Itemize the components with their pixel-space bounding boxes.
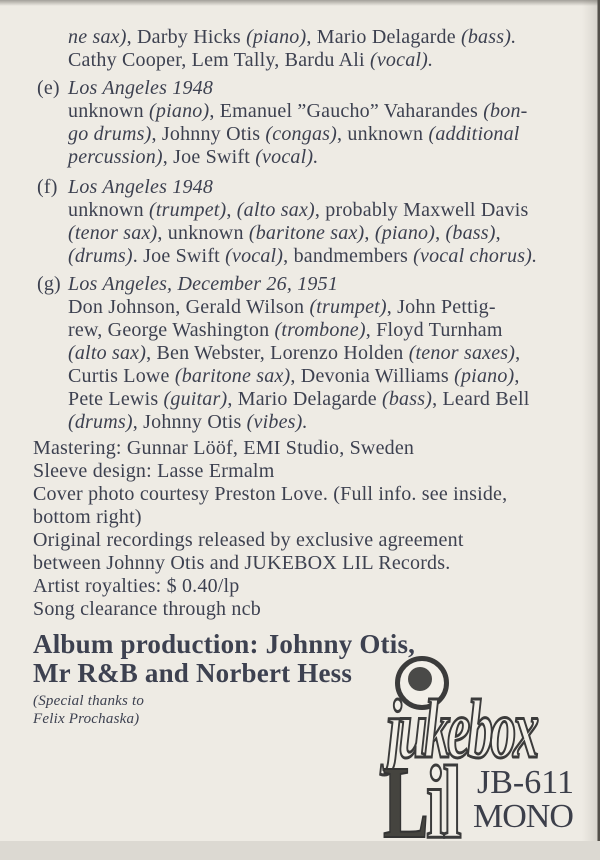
- jukebox-lil-logo: [383, 650, 600, 860]
- logo-jukebox-wordmark: jukebox: [387, 683, 537, 776]
- credit-line-recordings-cont: between Johnny Otis and JUKEBOX LIL Records.: [33, 552, 451, 574]
- session-label: (f): [37, 176, 58, 198]
- personnel-line: Don Johnson, Gerald Wilson (trumpet), John Pettig-: [68, 296, 496, 318]
- session-g: [37, 273, 584, 434]
- catalog-number: JB-611: [477, 764, 574, 801]
- credits-block: [33, 437, 584, 621]
- personnel-continuation: [68, 26, 584, 72]
- personnel-line: (tenor sax), unknown (baritone sax), (piano), (bass),: [68, 222, 501, 244]
- session-e: [37, 77, 584, 169]
- session-heading: Los Angeles 1948: [68, 176, 214, 198]
- session-f: [37, 176, 584, 268]
- personnel-line: unknown (piano), Emanuel ”Gaucho” Vaharandes (bon-: [68, 100, 528, 122]
- credit-line-cover-photo-cont: bottom right): [33, 506, 142, 528]
- session-label: (g): [37, 273, 61, 295]
- text-line: ne sax), Darby Hicks (piano), Mario Delagarde (bass).: [68, 26, 517, 48]
- session-heading: Los Angeles 1948: [68, 77, 214, 99]
- credit-line-sleeve-design: Sleeve design: Lasse Ermalm: [33, 460, 275, 482]
- personnel-line: Pete Lewis (guitar), Mario Delagarde (bass), Leard Bell: [68, 388, 530, 410]
- session-label: (e): [37, 77, 60, 99]
- personnel-line: unknown (trumpet), (alto sax), probably Maxwell Davis: [68, 199, 529, 221]
- credit-line-mastering: Mastering: Gunnar Lööf, EMI Studio, Sweden: [33, 437, 415, 459]
- personnel-line: rew, George Washington (trombone), Floyd Turnham: [68, 319, 503, 341]
- personnel-line: Curtis Lowe (baritone sax), Devonia Williams (piano),: [68, 365, 520, 387]
- logo-lil-L: L: [383, 745, 427, 860]
- session-heading: Los Angeles, December 26, 1951: [68, 273, 339, 295]
- production-line: Mr R&B and Norbert Hess: [33, 658, 353, 688]
- credit-line-royalties: Artist royalties: $ 0.40/lp: [33, 575, 240, 597]
- production-line: Album production: Johnny Otis,: [33, 629, 416, 659]
- personnel-line: (drums), Johnny Otis (vibes).: [68, 411, 308, 433]
- credit-line-recordings: Original recordings released by exclusive agreement: [33, 529, 464, 551]
- thanks-line: Felix Prochaska): [33, 711, 140, 727]
- text-line: Cathy Cooper, Lem Tally, Bardu Ali (vocal).: [68, 49, 434, 71]
- personnel-line: (drums). Joe Swift (vocal), bandmembers (vocal chorus).: [68, 245, 538, 267]
- logo-lil-il: il: [426, 745, 460, 860]
- thanks-line: (Special thanks to: [33, 693, 145, 709]
- personnel-line: percussion), Joe Swift (vocal).: [68, 146, 319, 168]
- credit-line-song-clearance: Song clearance through ncb: [33, 598, 261, 620]
- credit-line-cover-photo: Cover photo courtesy Preston Love. (Full info. see inside,: [33, 483, 508, 505]
- format-mono-label: MONO: [473, 798, 573, 835]
- personnel-line: (alto sax), Ben Webster, Lorenzo Holden (tenor saxes),: [68, 342, 521, 364]
- personnel-line: go drums), Johnny Otis (congas), unknown (additional: [68, 123, 520, 145]
